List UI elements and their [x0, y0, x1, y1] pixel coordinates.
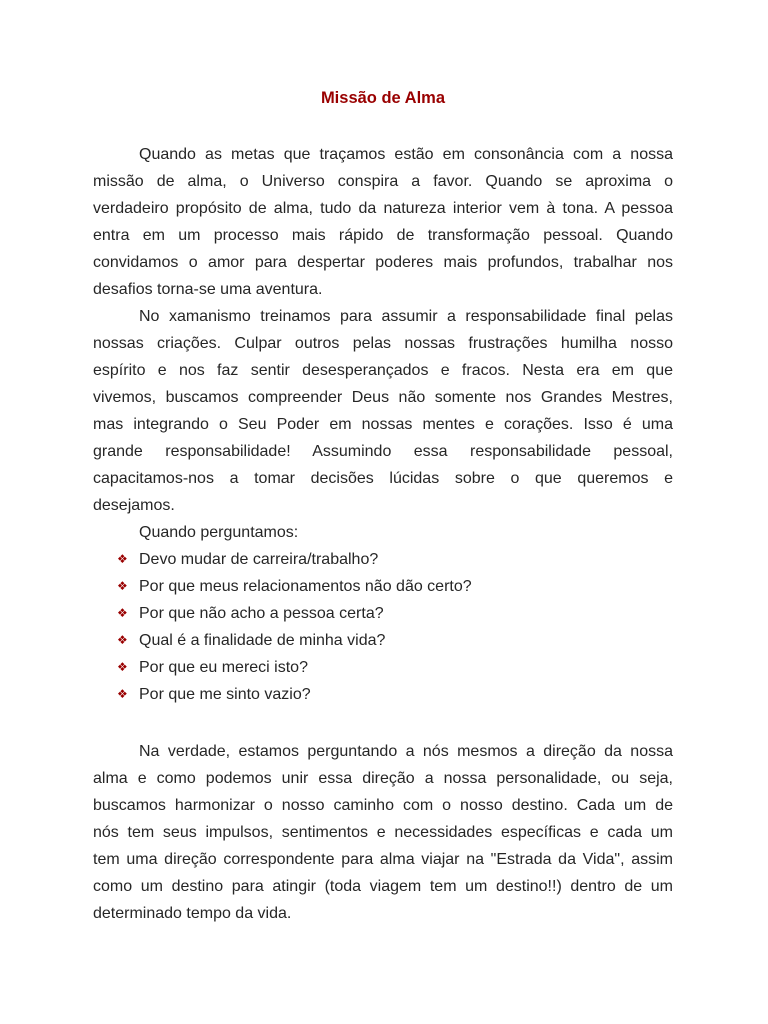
list-item: [93, 627, 673, 654]
text-line: nossas criações. Culpar outros pelas nossas frustrações humilha nosso: [93, 335, 673, 352]
text-line: determinado tempo da vida.: [93, 905, 292, 922]
text-line: desejamos.: [93, 497, 175, 514]
text-line: como um destino para atingir (toda viagem tem um destino!!) dentro de um: [93, 878, 673, 895]
paragraph-2: [93, 303, 673, 519]
list-item-text: Devo mudar de carreira/trabalho?: [139, 551, 379, 568]
text-line: nós tem seus impulsos, sentimentos e necessidades específicas e cada um: [93, 824, 673, 841]
text-line: No xamanismo treinamos para assumir a responsabilidade final pelas: [139, 308, 673, 325]
text-line: verdadeiro propósito de alma, tudo da natureza interior vem à tona. A pessoa: [93, 200, 673, 217]
text-line: tem uma direção correspondente para alma viajar na "Estrada da Vida", assim: [93, 851, 673, 868]
diamond-bullet-icon: [117, 681, 128, 708]
question-intro: Quando perguntamos:: [139, 524, 299, 541]
paragraph-3: [93, 738, 673, 927]
paragraph-spacer: [93, 708, 673, 738]
text-line: capacitamos-nos a tomar decisões lúcidas sobre o que queremos e: [93, 470, 673, 487]
list-item: [93, 546, 673, 573]
list-item: [93, 681, 673, 708]
list-item: [93, 573, 673, 600]
diamond-bullet-icon: [117, 573, 128, 600]
list-item-text: Por que meus relacionamentos não dão certo?: [139, 578, 472, 595]
text-line: missão de alma, o Universo conspira a favor. Quando se aproxima o: [93, 173, 673, 190]
text-line: desafios torna-se uma aventura.: [93, 281, 323, 298]
list-item: [93, 654, 673, 681]
diamond-bullet-icon: [117, 627, 128, 654]
document-body: [93, 141, 673, 927]
diamond-bullet-icon: [117, 654, 128, 681]
diamond-bullet-icon: [117, 546, 128, 573]
list-item-text: Por que eu mereci isto?: [139, 659, 308, 676]
text-line: convidamos o amor para despertar poderes mais profundos, trabalhar nos: [93, 254, 673, 271]
list-item-text: Por que me sinto vazio?: [139, 686, 311, 703]
text-line: mas integrando o Seu Poder em nossas mentes e corações. Isso é uma: [93, 416, 673, 433]
question-list: [93, 546, 673, 708]
text-line: vivemos, buscamos compreender Deus não somente nos Grandes Mestres,: [93, 389, 673, 406]
text-line: alma e como podemos unir essa direção a nossa personalidade, ou seja,: [93, 770, 673, 787]
text-line: entra em um processo mais rápido de transformação pessoal. Quando: [93, 227, 673, 244]
diamond-bullet-icon: [117, 600, 128, 627]
list-item-text: Por que não acho a pessoa certa?: [139, 605, 384, 622]
text-line: espírito e nos faz sentir desesperançados e fracos. Nesta era em que: [93, 362, 673, 379]
text-line: buscamos harmonizar o nosso caminho com o nosso destino. Cada um de: [93, 797, 673, 814]
paragraph-1: [93, 141, 673, 303]
text-line: Na verdade, estamos perguntando a nós mesmos a direção da nossa: [139, 743, 673, 760]
list-item: [93, 600, 673, 627]
document-title: Missão de Alma: [320, 89, 446, 107]
text-line: grande responsabilidade! Assumindo essa responsabilidade pessoal,: [93, 443, 673, 460]
text-line: Quando as metas que traçamos estão em consonância com a nossa: [139, 146, 673, 163]
list-item-text: Qual é a finalidade de minha vida?: [139, 632, 386, 649]
